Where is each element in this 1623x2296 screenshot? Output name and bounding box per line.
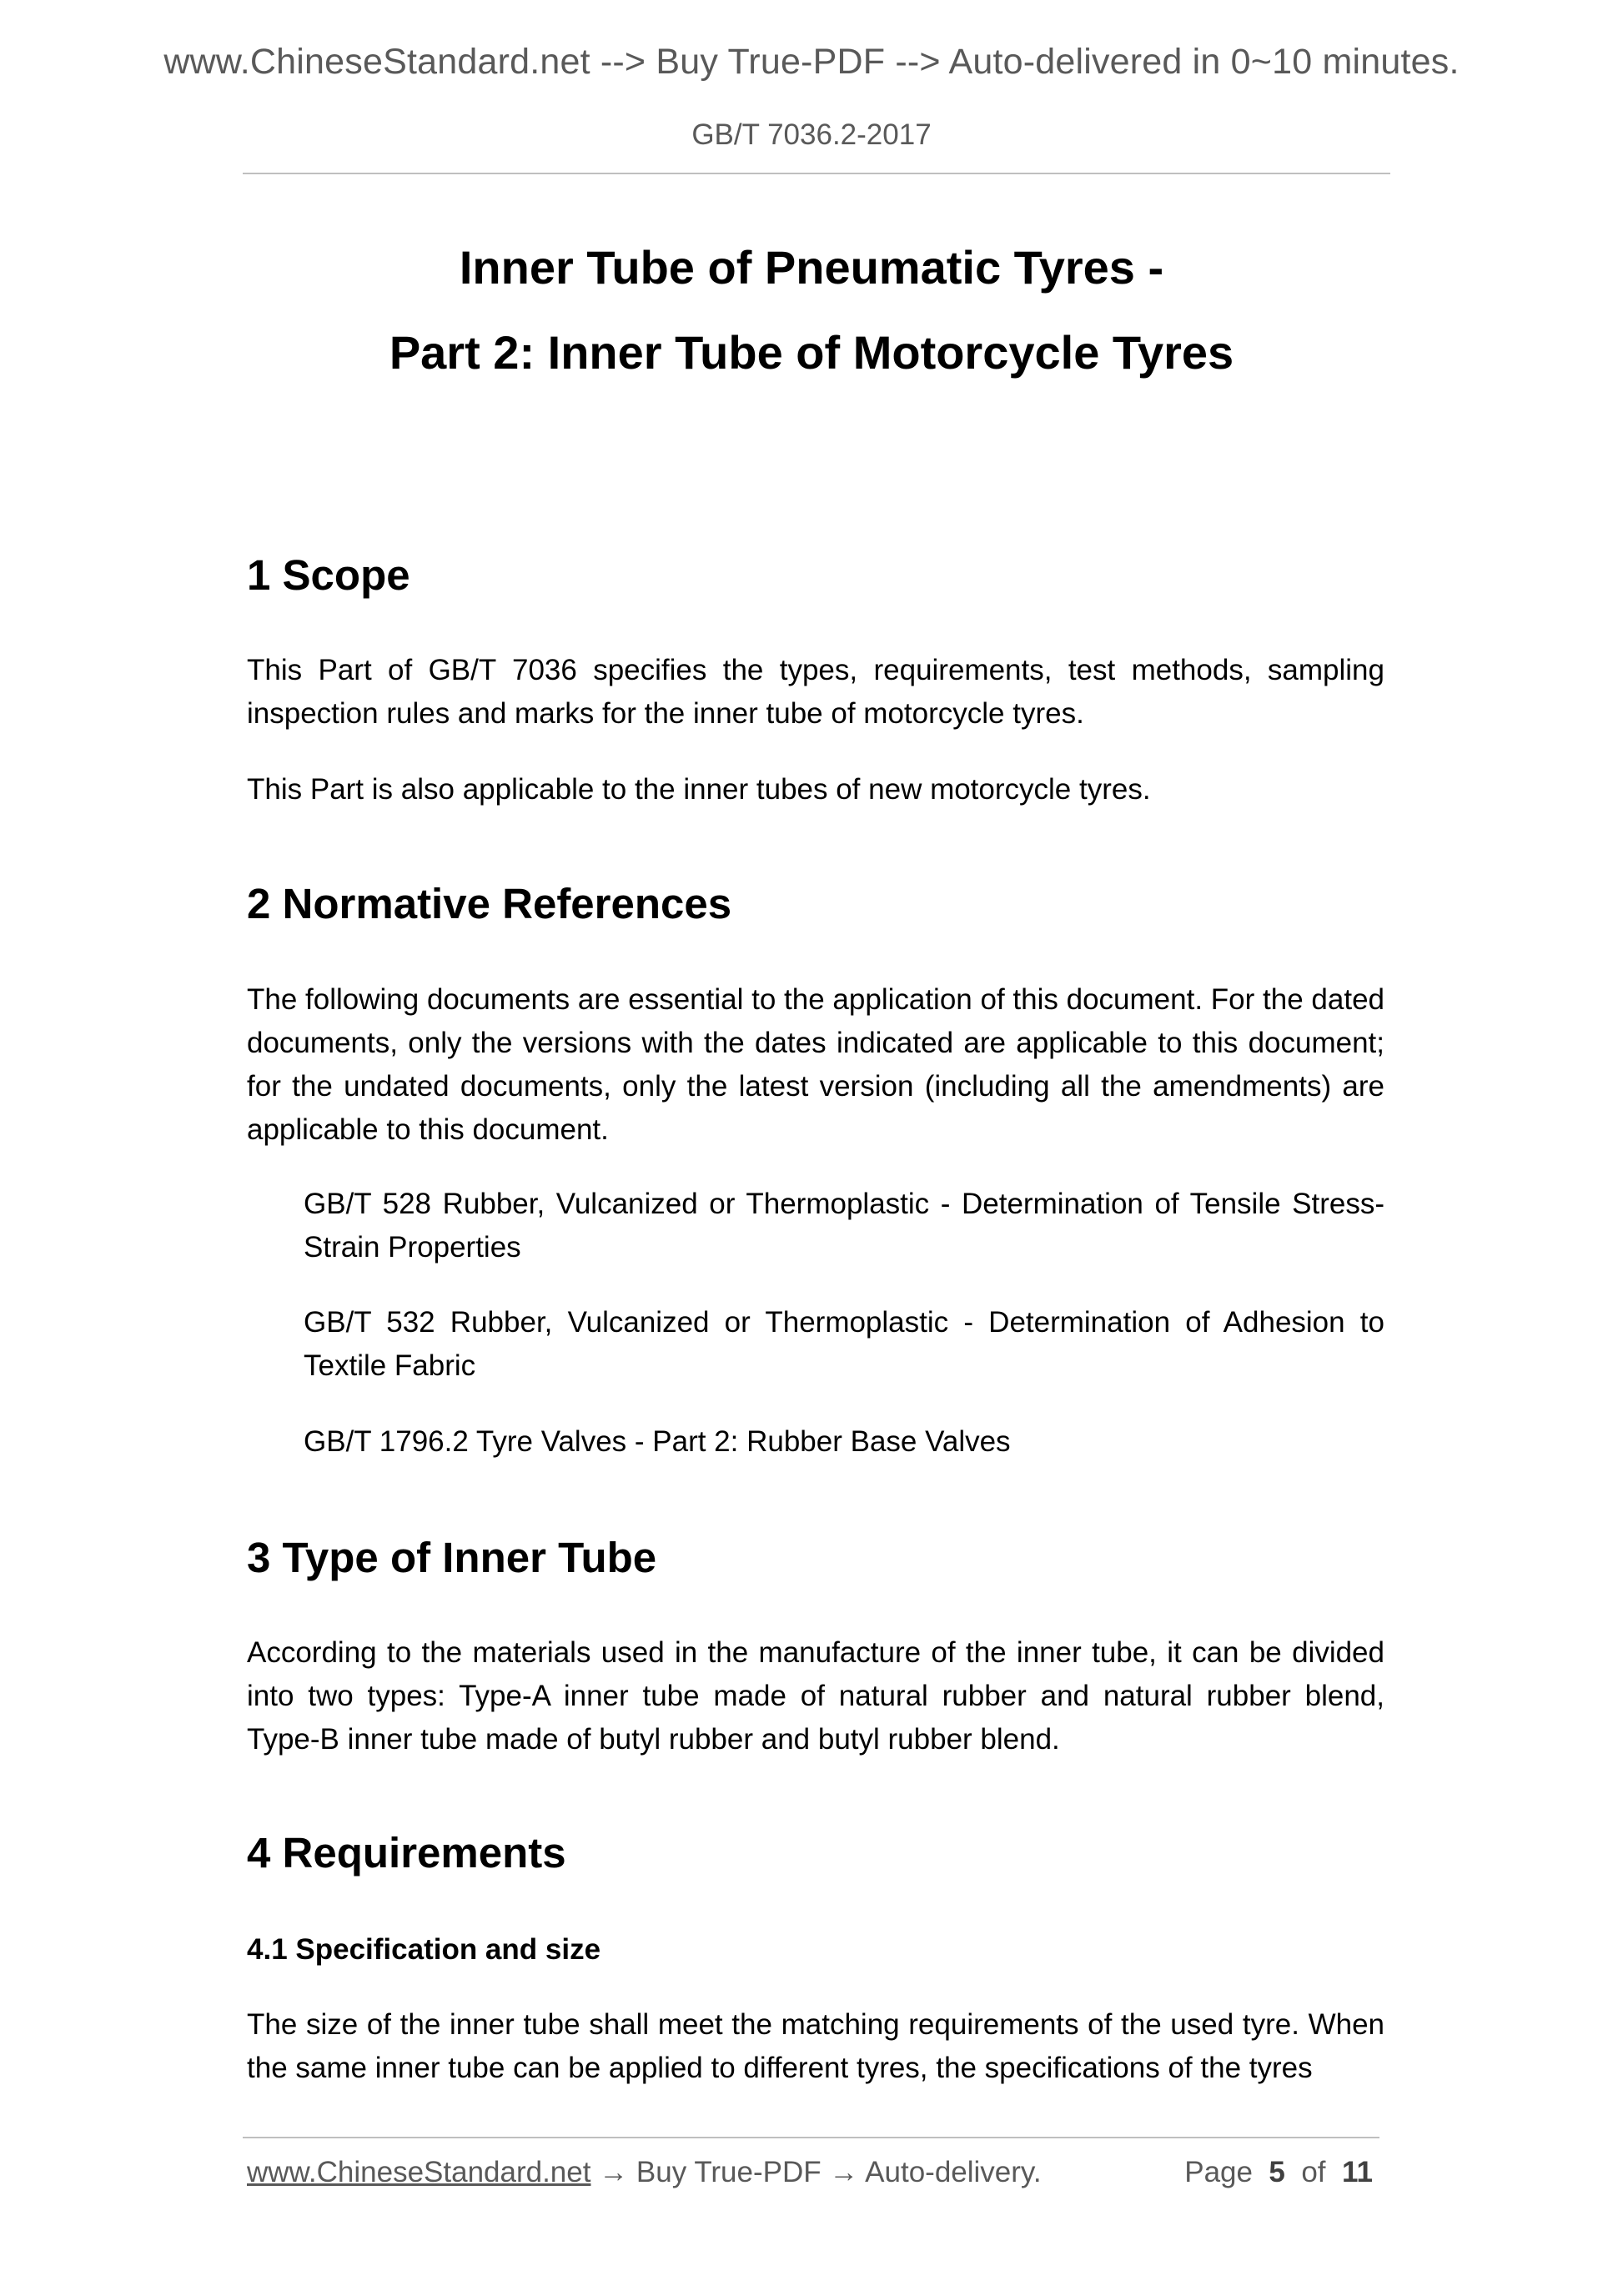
section-heading-scope: 1 Scope: [247, 551, 410, 599]
section-heading-requirements: 4 Requirements: [247, 1829, 566, 1876]
section-heading-type-of-inner-tube: 3 Type of Inner Tube: [247, 1534, 657, 1581]
page-footer: [247, 2156, 1379, 2189]
requirements-paragraph-1: The size of the inner tube shall meet the matching requirements of the used tyre. When the same inner tube can be applied to different tyres, the specifications of the tyres: [247, 2008, 1384, 2084]
section-heading-normative-references: 2 Normative References: [247, 880, 732, 927]
page-of-label: of: [1301, 2156, 1326, 2188]
footer-tagline: → Buy True-PDF → Auto-delivery.: [590, 2156, 1042, 2188]
document-id: GB/T 7036.2-2017: [691, 118, 932, 151]
header-divider: [243, 173, 1390, 174]
page-label: Page: [1184, 2156, 1253, 2188]
reference-item-gbt-1796-2: GB/T 1796.2 Tyre Valves - Part 2: Rubber Base Valves: [304, 1425, 1011, 1458]
reference-item-gbt-528: GB/T 528 Rubber, Vulcanized or Thermoplastic - Determination of Tensile Stress-Strain Properties: [304, 1188, 1384, 1264]
normative-paragraph-1: The following documents are essential to the application of this document. For the dated documents, only the versions with the dates indicated are applicable to this document; for the undated documents, only the latest version (including all the amendments) are applicable to this document.: [247, 983, 1384, 1146]
page-current: 5: [1269, 2156, 1285, 2188]
document-title-line1: Inner Tube of Pneumatic Tyres -: [459, 241, 1164, 294]
footer-divider: [243, 2137, 1379, 2138]
footer-link[interactable]: www.ChineseStandard.net: [247, 2156, 591, 2188]
scope-paragraph-1: This Part of GB/T 7036 specifies the types, requirements, test methods, sampling inspection rules and marks for the inner tube of motorcycle tyres.: [247, 654, 1384, 730]
scope-paragraph-2: This Part is also applicable to the inner tubes of new motorcycle tyres.: [247, 773, 1151, 806]
subsection-heading-specification-and-size: 4.1 Specification and size: [247, 1933, 601, 1966]
page-number: [1184, 2156, 1373, 2189]
reference-item-gbt-532: GB/T 532 Rubber, Vulcanized or Thermoplastic - Determination of Adhesion to Textile Fabric: [304, 1306, 1384, 1382]
header-banner: www.ChineseStandard.net --> Buy True-PDF --> Auto-delivered in 0~10 minutes.: [163, 42, 1460, 82]
document-title-line2: Part 2: Inner Tube of Motorcycle Tyres: [389, 326, 1234, 379]
page-total: 11: [1342, 2156, 1373, 2188]
type-paragraph-1: According to the materials used in the manufacture of the inner tube, it can be divided into two types: Type-A inner tube made of natural rubber and natural rubber blend, Type-B inner tube made of butyl rubber and butyl rubber blend.: [247, 1636, 1384, 1756]
